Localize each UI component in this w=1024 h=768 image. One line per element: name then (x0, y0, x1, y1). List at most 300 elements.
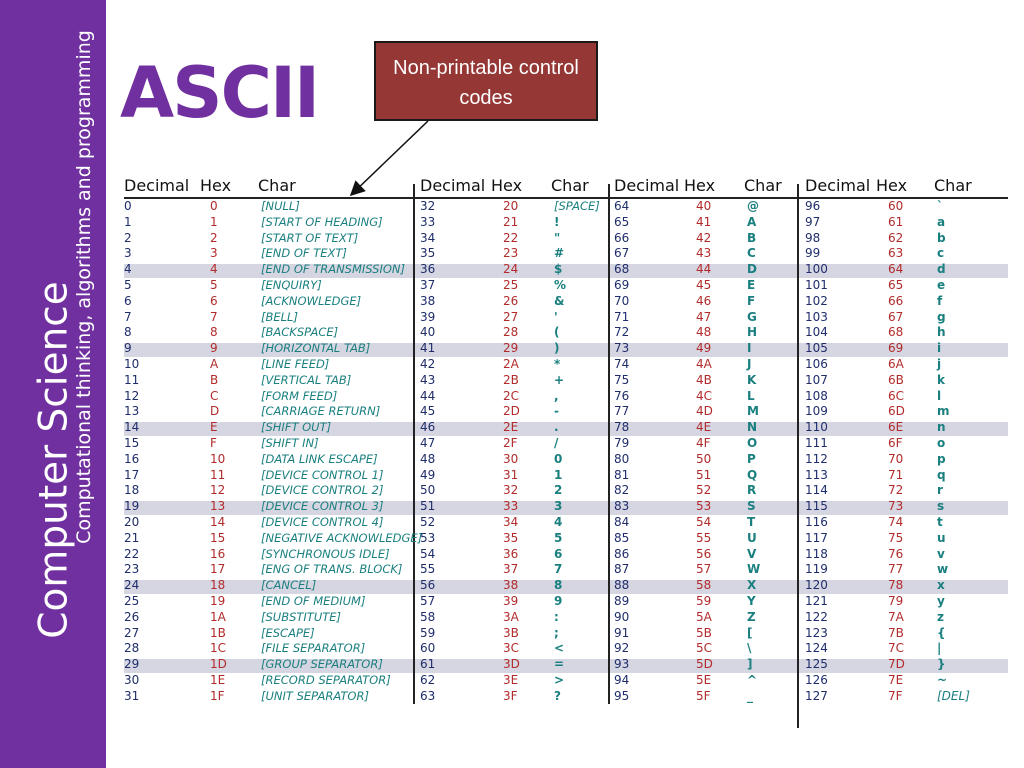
cell-decimal: 24 (124, 578, 140, 593)
cell-char: H (747, 325, 758, 340)
cell-decimal: 92 (614, 641, 630, 656)
cell-char: $ (554, 262, 563, 277)
cell-hex: 12 (210, 483, 226, 498)
cell-decimal: 1 (124, 214, 132, 229)
cell-hex: 51 (696, 467, 712, 482)
cell-hex: 77 (888, 562, 904, 577)
cell-decimal: 87 (614, 562, 630, 577)
cell-char: y (937, 594, 945, 608)
cell-hex: 42 (696, 230, 712, 245)
cell-hex: 4B (696, 372, 712, 387)
cell-decimal: 2 (124, 230, 132, 245)
cell-decimal: 64 (614, 199, 630, 213)
cell-decimal: 12 (124, 388, 140, 403)
cell-hex: 4 (210, 262, 218, 277)
cell-decimal: 99 (805, 246, 821, 261)
cell-decimal: 112 (805, 451, 828, 466)
cell-decimal: 69 (614, 278, 630, 292)
column-divider (608, 184, 610, 704)
cell-decimal: 8 (124, 325, 132, 340)
cell-hex: 44 (696, 262, 712, 277)
cell-char: g (937, 309, 946, 324)
cell-decimal: 5 (124, 278, 132, 292)
cell-char: % (554, 278, 567, 292)
cell-char: N (747, 420, 758, 435)
cell-char: [SPACE] (554, 199, 600, 213)
cell-hex: 64 (888, 262, 904, 277)
cell-hex: 70 (888, 451, 904, 466)
cell-decimal: 54 (420, 546, 436, 561)
cell-hex: 16 (210, 546, 226, 561)
cell-char: c (937, 246, 945, 261)
cell-control-name: [BACKSPACE] (261, 325, 339, 340)
cell-decimal: 106 (805, 357, 828, 371)
cell-decimal: 10 (124, 357, 140, 371)
cell-char: e (937, 278, 946, 292)
cell-decimal: 25 (124, 594, 140, 608)
cell-char: k (937, 372, 945, 387)
cell-hex: 13 (210, 499, 226, 514)
cell-char: < (554, 641, 565, 656)
cell-decimal: 96 (805, 199, 821, 213)
cell-char: | (937, 641, 942, 656)
cell-control-name: [NEGATIVE ACKNOWLEDGE] (261, 530, 423, 545)
cell-control-name: [HORIZONTAL TAB] (261, 341, 371, 356)
cell-hex: 8 (210, 325, 218, 340)
cell-hex: 7B (888, 625, 904, 640)
cell-char: ] (747, 657, 753, 672)
cell-decimal: 3 (124, 246, 132, 261)
header-hex: Hex (684, 176, 716, 195)
cell-decimal: 104 (805, 325, 828, 340)
cell-decimal: 36 (420, 262, 436, 277)
cell-hex: 60 (888, 199, 904, 213)
cell-hex: 3A (503, 609, 519, 624)
cell-hex: 37 (503, 562, 519, 577)
cell-hex: 7 (210, 309, 218, 324)
cell-char: & (554, 293, 565, 308)
cell-decimal: 79 (614, 436, 630, 450)
cell-hex: 3B (503, 625, 519, 640)
cell-decimal: 49 (420, 467, 436, 482)
cell-control-name: [END OF TEXT] (261, 246, 347, 261)
cell-decimal: 102 (805, 293, 828, 308)
cell-char: { (937, 625, 946, 640)
cell-decimal: 115 (805, 499, 828, 514)
cell-decimal: 122 (805, 609, 828, 624)
cell-char: / (554, 436, 559, 450)
cell-hex: 4E (696, 420, 712, 435)
cell-decimal: 71 (614, 309, 630, 324)
cell-char: [ (747, 625, 753, 640)
cell-hex: 2B (503, 372, 519, 387)
cell-control-name: [BELL] (261, 309, 298, 324)
cell-hex: 7F (888, 688, 903, 703)
cell-decimal: 78 (614, 420, 630, 435)
cell-hex: 32 (503, 483, 519, 498)
cell-hex: 25 (503, 278, 519, 292)
cell-decimal: 30 (124, 673, 140, 687)
cell-decimal: 6 (124, 293, 132, 308)
cell-hex: 71 (888, 467, 904, 482)
cell-char: 1 (554, 467, 563, 482)
cell-hex: 3D (503, 657, 520, 672)
cell-char: r (937, 483, 943, 498)
cell-char: 7 (554, 562, 563, 577)
cell-decimal: 11 (124, 372, 140, 387)
cell-hex: 7D (888, 657, 905, 672)
cell-char: = (554, 657, 565, 672)
cell-char: C (747, 246, 756, 261)
cell-char: ? (554, 688, 561, 703)
cell-decimal: 75 (614, 372, 630, 387)
cell-decimal: 17 (124, 467, 140, 482)
cell-char: * (554, 357, 561, 371)
cell-decimal: 15 (124, 436, 140, 450)
header-decimal: Decimal (805, 176, 871, 195)
cell-decimal: 108 (805, 388, 828, 403)
cell-decimal: 84 (614, 515, 630, 529)
column-divider (413, 184, 415, 704)
cell-hex: 21 (503, 214, 519, 229)
cell-char: ~ (937, 673, 948, 687)
cell-hex: 48 (696, 325, 712, 340)
cell-hex: 17 (210, 562, 226, 577)
cell-decimal: 38 (420, 293, 436, 308)
cell-hex: 5D (696, 657, 713, 672)
cell-char: ^ (747, 673, 758, 687)
cell-hex: 5 (210, 278, 218, 292)
cell-decimal: 52 (420, 515, 436, 529)
cell-decimal: 13 (124, 404, 140, 419)
header-hex: Hex (200, 176, 232, 195)
cell-hex: 54 (696, 515, 712, 529)
cell-decimal: 63 (420, 688, 436, 703)
cell-decimal: 97 (805, 214, 821, 229)
cell-decimal: 76 (614, 388, 630, 403)
cell-hex: 34 (503, 515, 519, 529)
cell-decimal: 95 (614, 688, 630, 703)
cell-char: V (747, 546, 757, 561)
cell-hex: 59 (696, 594, 712, 608)
cell-decimal: 39 (420, 309, 436, 324)
cell-decimal: 110 (805, 420, 828, 435)
cell-hex: 30 (503, 451, 519, 466)
cell-decimal: 65 (614, 214, 630, 229)
cell-char: 4 (554, 515, 563, 529)
cell-char: z (937, 609, 944, 624)
cell-decimal: 68 (614, 262, 630, 277)
cell-decimal: 0 (124, 199, 132, 213)
cell-decimal: 21 (124, 530, 140, 545)
cell-control-name: [RECORD SEPARATOR] (261, 673, 391, 687)
shaded-row-band (124, 264, 1008, 278)
cell-decimal: 35 (420, 246, 436, 261)
cell-hex: 36 (503, 546, 519, 561)
cell-hex: 14 (210, 515, 226, 529)
shaded-row-band (124, 580, 1008, 594)
shaded-row-band (124, 501, 1008, 515)
cell-hex: 5E (696, 673, 712, 687)
cell-hex: 1F (210, 688, 225, 703)
cell-char: b (937, 230, 946, 245)
cell-char: - (554, 404, 559, 419)
cell-decimal: 121 (805, 594, 828, 608)
cell-hex: 7C (888, 641, 905, 656)
cell-control-name: [NULL] (261, 199, 300, 213)
cell-char: Z (747, 609, 756, 624)
cell-hex: 6F (888, 436, 903, 450)
cell-decimal: 100 (805, 262, 828, 277)
cell-decimal: 46 (420, 420, 436, 435)
cell-char: D (747, 262, 757, 277)
cell-hex: 68 (888, 325, 904, 340)
cell-hex: 1B (210, 625, 226, 640)
cell-hex: 26 (503, 293, 519, 308)
cell-decimal: 47 (420, 436, 436, 450)
cell-hex: 7E (888, 673, 904, 687)
cell-decimal: 28 (124, 641, 140, 656)
cell-hex: 2 (210, 230, 218, 245)
header-hex: Hex (491, 176, 523, 195)
cell-hex: 1D (210, 657, 227, 672)
cell-char: ' (554, 309, 558, 324)
cell-decimal: 82 (614, 483, 630, 498)
cell-char: U (747, 530, 757, 545)
cell-char: X (747, 578, 757, 593)
cell-hex: 0 (210, 199, 218, 213)
cell-decimal: 57 (420, 594, 436, 608)
cell-control-name: [SUBSTITUTE] (261, 609, 342, 624)
cell-hex: 20 (503, 199, 519, 213)
cell-decimal: 117 (805, 530, 828, 545)
cell-decimal: 50 (420, 483, 436, 498)
cell-decimal: 118 (805, 546, 828, 561)
cell-char: ! (554, 214, 560, 229)
cell-control-name: [START OF HEADING] (261, 214, 383, 229)
cell-char: I (747, 341, 752, 356)
cell-hex: 3E (503, 673, 519, 687)
cell-char: u (937, 530, 946, 545)
cell-decimal: 53 (420, 530, 436, 545)
cell-char: O (747, 436, 758, 450)
cell-char: 5 (554, 530, 563, 545)
cell-char: [DEL] (937, 688, 970, 703)
cell-control-name: [ENQUIRY] (261, 278, 322, 292)
cell-char: 9 (554, 594, 563, 608)
cell-decimal: 124 (805, 641, 828, 656)
cell-decimal: 89 (614, 594, 630, 608)
cell-decimal: 40 (420, 325, 436, 340)
cell-hex: 43 (696, 246, 712, 261)
cell-hex: 76 (888, 546, 904, 561)
cell-hex: C (210, 388, 219, 403)
cell-decimal: 77 (614, 404, 630, 419)
cell-char: J (747, 357, 752, 371)
cell-char: @ (747, 199, 759, 213)
cell-decimal: 62 (420, 673, 436, 687)
cell-decimal: 55 (420, 562, 436, 577)
cell-char: # (554, 246, 565, 261)
cell-hex: A (210, 357, 219, 371)
cell-hex: 6C (888, 388, 905, 403)
cell-hex: 56 (696, 546, 712, 561)
callout-box: Non-printable control codes (374, 41, 598, 121)
cell-control-name: [END OF TRANSMISSION] (261, 262, 406, 277)
cell-char: E (747, 278, 756, 292)
cell-decimal: 81 (614, 467, 630, 482)
cell-char: q (937, 467, 946, 482)
cell-char: i (937, 341, 942, 356)
cell-decimal: 98 (805, 230, 821, 245)
cell-decimal: 26 (124, 609, 140, 624)
cell-char: S (747, 499, 756, 514)
cell-char: + (554, 372, 565, 387)
cell-hex: 46 (696, 293, 712, 308)
cell-hex: 63 (888, 246, 904, 261)
cell-hex: 5F (696, 688, 711, 703)
cell-control-name: [DATA LINK ESCAPE] (261, 451, 378, 466)
cell-decimal: 114 (805, 483, 828, 498)
cell-hex: 6B (888, 372, 904, 387)
cell-decimal: 85 (614, 530, 630, 545)
cell-hex: E (210, 420, 218, 435)
shaded-row-band (124, 659, 1008, 673)
cell-hex: 31 (503, 467, 519, 482)
cell-decimal: 29 (124, 657, 140, 672)
cell-decimal: 103 (805, 309, 828, 324)
cell-char: P (747, 451, 756, 466)
header-hex: Hex (876, 176, 908, 195)
cell-hex: 47 (696, 309, 712, 324)
cell-hex: 74 (888, 515, 904, 529)
cell-char: a (937, 214, 946, 229)
cell-control-name: [SYNCHRONOUS IDLE] (261, 546, 390, 561)
cell-decimal: 22 (124, 546, 140, 561)
cell-decimal: 61 (420, 657, 436, 672)
cell-char: 3 (554, 499, 563, 514)
cell-control-name: [CANCEL] (261, 578, 317, 593)
cell-decimal: 91 (614, 625, 630, 640)
cell-hex: 1 (210, 214, 218, 229)
cell-hex: 4A (696, 357, 712, 371)
cell-decimal: 51 (420, 499, 436, 514)
cell-hex: 4F (696, 436, 711, 450)
cell-char: 2 (554, 483, 563, 498)
cell-decimal: 45 (420, 404, 436, 419)
cell-decimal: 80 (614, 451, 630, 466)
cell-hex: 6A (888, 357, 904, 371)
cell-decimal: 48 (420, 451, 436, 466)
header-decimal: Decimal (124, 176, 190, 195)
cell-decimal: 32 (420, 199, 436, 213)
cell-hex: 40 (696, 199, 712, 213)
cell-decimal: 94 (614, 673, 630, 687)
cell-char: t (937, 515, 943, 529)
cell-hex: 49 (696, 341, 712, 356)
cell-hex: 6D (888, 404, 905, 419)
column-divider (797, 184, 799, 728)
cell-hex: 35 (503, 530, 519, 545)
cell-decimal: 58 (420, 609, 436, 624)
cell-hex: 55 (696, 530, 712, 545)
cell-hex: 73 (888, 499, 904, 514)
cell-hex: B (210, 372, 219, 387)
cell-char: 0 (554, 451, 563, 466)
cell-decimal: 105 (805, 341, 828, 356)
cell-char: ` (937, 199, 943, 213)
cell-decimal: 83 (614, 499, 630, 514)
header-char: Char (551, 176, 589, 195)
cell-hex: 2E (503, 420, 519, 435)
shaded-row-band (124, 422, 1008, 436)
header-decimal: Decimal (420, 176, 486, 195)
cell-decimal: 16 (124, 451, 140, 466)
cell-char: , (554, 388, 559, 403)
cell-control-name: [DEVICE CONTROL 4] (261, 515, 384, 529)
cell-char: G (747, 309, 757, 324)
cell-hex: 22 (503, 230, 519, 245)
cell-control-name: [UNIT SEPARATOR] (261, 688, 369, 703)
cell-char: " (554, 230, 561, 245)
cell-char: Q (747, 467, 758, 482)
cell-hex: 5A (696, 609, 712, 624)
cell-hex: 75 (888, 530, 904, 545)
cell-hex: 66 (888, 293, 904, 308)
cell-hex: 41 (696, 214, 712, 229)
cell-hex: 69 (888, 341, 904, 356)
cell-hex: 6 (210, 293, 218, 308)
cell-char: T (747, 515, 756, 529)
cell-control-name: [START OF TEXT] (261, 230, 359, 245)
header-char: Char (744, 176, 782, 195)
cell-control-name: [GROUP SEPARATOR] (261, 657, 383, 672)
cell-hex: 58 (696, 578, 712, 593)
cell-decimal: 116 (805, 515, 828, 529)
cell-decimal: 59 (420, 625, 436, 640)
cell-hex: 62 (888, 230, 904, 245)
cell-hex: 2F (503, 436, 518, 450)
cell-decimal: 14 (124, 420, 140, 435)
cell-hex: 61 (888, 214, 904, 229)
cell-char: 6 (554, 546, 563, 561)
cell-hex: 9 (210, 341, 218, 356)
cell-decimal: 34 (420, 230, 436, 245)
cell-char: } (937, 657, 946, 672)
cell-hex: 45 (696, 278, 712, 292)
cell-hex: 53 (696, 499, 712, 514)
cell-decimal: 88 (614, 578, 630, 593)
cell-decimal: 109 (805, 404, 828, 419)
cell-decimal: 113 (805, 467, 828, 482)
cell-decimal: 74 (614, 357, 630, 371)
cell-hex: 3 (210, 246, 218, 261)
cell-char: n (937, 420, 946, 435)
cell-decimal: 41 (420, 341, 436, 356)
cell-hex: 7A (888, 609, 904, 624)
cell-char: _ (747, 688, 753, 703)
cell-control-name: [DEVICE CONTROL 1] (261, 467, 384, 482)
cell-char: B (747, 230, 757, 245)
header-decimal: Decimal (614, 176, 680, 195)
ascii-table (124, 176, 1008, 726)
cell-hex: 3F (503, 688, 518, 703)
cell-decimal: 9 (124, 341, 132, 356)
cell-hex: 15 (210, 530, 226, 545)
cell-hex: 78 (888, 578, 904, 593)
cell-hex: 1A (210, 609, 226, 624)
cell-hex: 57 (696, 562, 712, 577)
